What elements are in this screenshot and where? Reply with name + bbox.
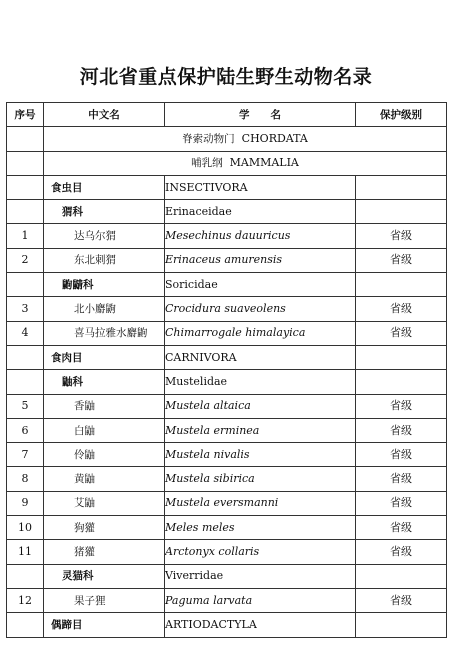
serial-number-cell — [7, 273, 44, 297]
serial-number-cell — [7, 345, 44, 369]
scientific-name-cell: Mustela sibirica — [165, 467, 356, 491]
table-row — [7, 516, 447, 540]
chinese-name-cell: 果子狸 — [44, 588, 165, 612]
table-body — [7, 127, 447, 637]
scientific-name-cell: Mesechinus dauuricus — [165, 224, 356, 248]
protection-level-cell: 省级 — [356, 467, 447, 491]
table-row — [7, 613, 447, 637]
chinese-name-cell: 灵猫科 — [44, 564, 165, 588]
protection-level-cell: 省级 — [356, 443, 447, 467]
species-table — [6, 102, 447, 638]
header-serial-number: 序号 — [7, 103, 44, 127]
table-row — [7, 345, 447, 369]
scientific-name-cell: Mustela erminea — [165, 418, 356, 442]
chinese-name-cell: 艾鼬 — [44, 491, 165, 515]
protection-level-cell: 省级 — [356, 248, 447, 272]
scientific-name-cell: Viverridae — [165, 564, 356, 588]
scientific-name-cell: Chimarrogale himalayica — [165, 321, 356, 345]
serial-number-cell: 11 — [7, 540, 44, 564]
table-header-row — [7, 103, 447, 127]
scientific-name-cell: Erinaceus amurensis — [165, 248, 356, 272]
scientific-name-cell: Meles meles — [165, 516, 356, 540]
table-row — [7, 370, 447, 394]
serial-number-cell: 7 — [7, 443, 44, 467]
chinese-name-cell: 食肉目 — [44, 345, 165, 369]
serial-number-cell — [7, 370, 44, 394]
serial-number-cell: 2 — [7, 248, 44, 272]
serial-number-cell: 1 — [7, 224, 44, 248]
serial-number-cell: 6 — [7, 418, 44, 442]
protection-level-cell — [356, 273, 447, 297]
scientific-name-cell: INSECTIVORA — [165, 175, 356, 199]
chinese-name-cell: 黄鼬 — [44, 467, 165, 491]
serial-number-cell — [7, 151, 44, 175]
table-row — [7, 394, 447, 418]
table-row — [7, 491, 447, 515]
protection-level-cell: 省级 — [356, 588, 447, 612]
serial-number-cell: 9 — [7, 491, 44, 515]
protection-level-cell — [356, 370, 447, 394]
table-row — [7, 321, 447, 345]
protection-level-cell: 省级 — [356, 321, 447, 345]
serial-number-cell — [7, 613, 44, 637]
chinese-name-cell: 白鼬 — [44, 418, 165, 442]
chinese-name-cell: 食虫目 — [44, 175, 165, 199]
serial-number-cell — [7, 175, 44, 199]
chinese-name-cell: 狗獾 — [44, 516, 165, 540]
protection-level-cell — [356, 564, 447, 588]
chinese-name-cell: 北小麝鼩 — [44, 297, 165, 321]
chinese-name-cell: 喜马拉雅水麝鼩 — [44, 321, 165, 345]
protection-level-cell: 省级 — [356, 224, 447, 248]
scientific-name-cell: Arctonyx collaris — [165, 540, 356, 564]
table-row — [7, 127, 447, 151]
protection-level-cell — [356, 200, 447, 224]
chinese-name-cell: 香鼬 — [44, 394, 165, 418]
protection-level-cell: 省级 — [356, 418, 447, 442]
serial-number-cell: 5 — [7, 394, 44, 418]
taxon-group-cell — [44, 127, 447, 151]
protection-level-cell: 省级 — [356, 540, 447, 564]
table-row — [7, 224, 447, 248]
chinese-name-cell: 偶蹄目 — [44, 613, 165, 637]
taxon-group-chinese-name: 脊索动物门 — [182, 132, 235, 145]
table-row — [7, 151, 447, 175]
chinese-name-cell: 鼩鼱科 — [44, 273, 165, 297]
serial-number-cell — [7, 200, 44, 224]
table-row — [7, 175, 447, 199]
serial-number-cell: 8 — [7, 467, 44, 491]
table-row — [7, 248, 447, 272]
protection-level-cell — [356, 613, 447, 637]
document-title: 河北省重点保护陆生野生动物名录 — [79, 66, 373, 88]
chinese-name-cell: 鼬科 — [44, 370, 165, 394]
scientific-name-cell: CARNIVORA — [165, 345, 356, 369]
table-row — [7, 418, 447, 442]
serial-number-cell — [7, 564, 44, 588]
scientific-name-cell: ARTIODACTYLA — [165, 613, 356, 637]
protection-level-cell: 省级 — [356, 297, 447, 321]
chinese-name-cell: 猬科 — [44, 200, 165, 224]
table-row — [7, 297, 447, 321]
header-protection-level: 保护级别 — [356, 103, 447, 127]
table-row — [7, 443, 447, 467]
spacer — [235, 132, 242, 145]
header-chinese-name: 中文名 — [44, 103, 165, 127]
serial-number-cell: 10 — [7, 516, 44, 540]
protection-level-cell: 省级 — [356, 394, 447, 418]
scientific-name-cell: Mustela nivalis — [165, 443, 356, 467]
chinese-name-cell: 达乌尔猬 — [44, 224, 165, 248]
serial-number-cell: 12 — [7, 588, 44, 612]
taxon-group-scientific-name: CHORDATA — [241, 131, 308, 145]
table-row — [7, 588, 447, 612]
protection-level-cell: 省级 — [356, 516, 447, 540]
table-row — [7, 564, 447, 588]
scientific-name-cell: Crocidura suaveolens — [165, 297, 356, 321]
protection-level-cell — [356, 175, 447, 199]
protection-level-cell: 省级 — [356, 491, 447, 515]
header-scientific-name: 学 名 — [165, 103, 356, 127]
serial-number-cell: 4 — [7, 321, 44, 345]
table-row — [7, 540, 447, 564]
spacer — [223, 156, 230, 169]
scientific-name-cell: Mustela eversmanni — [165, 491, 356, 515]
scientific-name-cell: Mustela altaica — [165, 394, 356, 418]
scientific-name-cell: Soricidae — [165, 273, 356, 297]
table-row — [7, 200, 447, 224]
chinese-name-cell: 猪獾 — [44, 540, 165, 564]
protection-level-cell — [356, 345, 447, 369]
table-row — [7, 273, 447, 297]
taxon-group-scientific-name: MAMMALIA — [229, 156, 299, 170]
chinese-name-cell: 伶鼬 — [44, 443, 165, 467]
taxon-group-cell — [44, 151, 447, 175]
serial-number-cell — [7, 127, 44, 151]
table-row — [7, 467, 447, 491]
scientific-name-cell: Erinaceidae — [165, 200, 356, 224]
chinese-name-cell: 东北刺猬 — [44, 248, 165, 272]
taxon-group-chinese-name: 哺乳纲 — [191, 157, 223, 170]
scientific-name-cell: Paguma larvata — [165, 588, 356, 612]
scientific-name-cell: Mustelidae — [165, 370, 356, 394]
serial-number-cell: 3 — [7, 297, 44, 321]
